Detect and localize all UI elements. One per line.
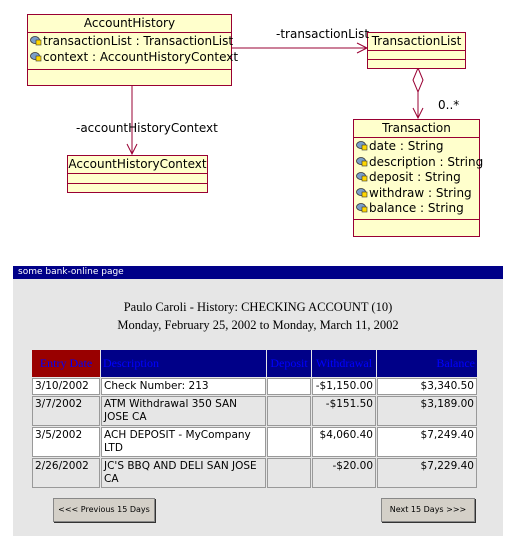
private-attribute-icon <box>356 140 368 151</box>
cell-description: ATM Withdrawal 350 SAN JOSE CA <box>101 396 266 426</box>
cell-balance: $7,229.40 <box>377 458 477 488</box>
column-header-description[interactable]: Description <box>101 350 266 377</box>
table-row <box>32 458 477 488</box>
account-heading: Paulo Caroli - History: CHECKING ACCOUNT (10) <box>123 300 393 314</box>
private-attribute-icon <box>30 51 42 62</box>
class-attributes <box>28 33 239 70</box>
column-header-deposit[interactable]: Deposit <box>267 350 311 377</box>
class-attributes <box>368 51 465 60</box>
class-name: TransactionList <box>368 33 465 51</box>
previous-15-days-button[interactable]: <<< Previous 15 Days <box>53 498 155 522</box>
cell-deposit <box>267 458 311 488</box>
table-row <box>32 427 477 457</box>
table-row <box>32 378 477 395</box>
uml-class-transaction-list <box>367 32 466 69</box>
class-attributes <box>68 174 207 184</box>
cell-balance: $3,189.00 <box>377 396 477 426</box>
cell-deposit <box>267 427 311 457</box>
private-attribute-icon <box>30 35 42 46</box>
attribute-row: transactionList : TransactionList <box>28 34 231 50</box>
cell-balance: $3,340.50 <box>377 378 477 395</box>
attribute-row: date : String <box>354 139 479 155</box>
private-attribute-icon <box>356 156 368 167</box>
class-name: Transaction <box>354 120 479 138</box>
column-header-balance[interactable]: Balance <box>377 350 477 377</box>
window-title-bar: some bank-online page <box>13 266 503 279</box>
cell-withdrawal: -$20.00 <box>312 458 376 488</box>
cell-description: ACH DEPOSIT - MyCompany LTD <box>101 427 266 457</box>
column-header-withdrawal[interactable]: Withdrawal <box>312 350 376 377</box>
bank-page <box>13 266 503 536</box>
table-header-row <box>32 350 477 377</box>
private-attribute-icon <box>356 171 368 182</box>
class-name: AccountHistoryContext <box>68 156 207 174</box>
attribute-row: description : String <box>354 155 479 171</box>
uml-class-account-history <box>27 14 239 86</box>
class-attributes <box>354 138 484 220</box>
cell-date: 3/5/2002 <box>32 427 100 457</box>
cell-description: JC'S BBQ AND DELI SAN JOSE CA <box>101 458 266 488</box>
private-attribute-icon <box>356 187 368 198</box>
transactions-table <box>31 349 478 489</box>
attribute-row: balance : String <box>354 201 479 217</box>
cell-deposit <box>267 378 311 395</box>
uml-class-transaction <box>353 119 484 237</box>
cell-description: Check Number: 213 <box>101 378 266 395</box>
date-range: Monday, February 25, 2002 to Monday, March 11, 2002 <box>117 318 399 332</box>
private-attribute-icon <box>356 202 368 213</box>
table-row <box>32 396 477 426</box>
attribute-row: context : AccountHistoryContext <box>28 50 231 66</box>
cell-withdrawal: -$151.50 <box>312 396 376 426</box>
attribute-row: deposit : String <box>354 170 479 186</box>
next-15-days-button[interactable]: Next 15 Days >>> <box>381 498 475 522</box>
role-label-transaction-list: -transactionList <box>276 27 370 41</box>
cell-deposit <box>267 396 311 426</box>
uml-class-account-history-context <box>67 155 208 193</box>
cell-balance: $7,249.40 <box>377 427 477 457</box>
attribute-row: withdraw : String <box>354 186 479 202</box>
cell-withdrawal: -$1,150.00 <box>312 378 376 395</box>
cell-date: 2/26/2002 <box>32 458 100 488</box>
cell-withdrawal: $4,060.40 <box>312 427 376 457</box>
role-label-account-history-context: -accountHistoryContext <box>76 121 218 135</box>
cell-date: 3/10/2002 <box>32 378 100 395</box>
class-name: AccountHistory <box>28 15 231 33</box>
column-header-entry-date[interactable]: Entry Date <box>32 350 100 377</box>
multiplicity-label: 0..* <box>438 98 460 112</box>
cell-date: 3/7/2002 <box>32 396 100 426</box>
